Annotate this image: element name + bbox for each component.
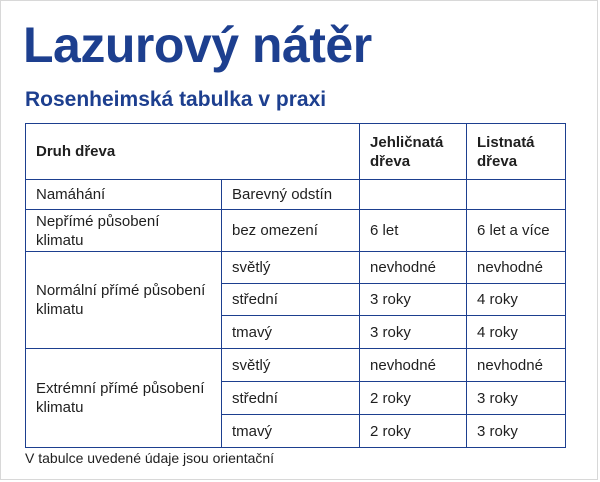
tone-cell: střední: [222, 382, 360, 415]
tone-cell: tmavý: [222, 316, 360, 349]
deciduous-cell: nevhodné: [467, 252, 566, 284]
page-subtitle: Rosenheimská tabulka v praxi: [25, 88, 327, 111]
subheader-empty-cell: [360, 180, 467, 210]
exposure-cell: Normální přímé působení klimatu: [26, 252, 222, 349]
exposure-cell: Extrémní přímé působení klimatu: [26, 349, 222, 448]
coniferous-cell: nevhodné: [360, 252, 467, 284]
deciduous-cell: 6 let a více: [467, 210, 566, 252]
header-coniferous: Jehličnatá dřeva: [360, 124, 467, 180]
page-title: Lazurový nátěr: [23, 17, 372, 73]
table-row: [26, 252, 566, 284]
rosenheim-table: [25, 123, 566, 448]
coniferous-cell: 2 roky: [360, 382, 467, 415]
table-subheader-row: [26, 180, 566, 210]
deciduous-cell: 4 roky: [467, 316, 566, 349]
footnote: V tabulce uvedené údaje jsou orientační: [25, 450, 275, 466]
exposure-cell: Nepřímé působení klimatu: [26, 210, 222, 252]
header-deciduous: Listnatá dřeva: [467, 124, 566, 180]
coniferous-cell: 3 roky: [360, 284, 467, 316]
tone-cell: střední: [222, 284, 360, 316]
deciduous-cell: 4 roky: [467, 284, 566, 316]
deciduous-cell: nevhodné: [467, 349, 566, 382]
subheader-color-tone: Barevný odstín: [222, 180, 360, 210]
coniferous-cell: nevhodné: [360, 349, 467, 382]
deciduous-cell: 3 roky: [467, 415, 566, 448]
coniferous-cell: 3 roky: [360, 316, 467, 349]
tone-cell: světlý: [222, 252, 360, 284]
coniferous-cell: 2 roky: [360, 415, 467, 448]
deciduous-cell: 3 roky: [467, 382, 566, 415]
header-wood-type: Druh dřeva: [26, 124, 360, 180]
table-row: [26, 210, 566, 252]
coniferous-cell: 6 let: [360, 210, 467, 252]
table-row: [26, 349, 566, 382]
tone-cell: tmavý: [222, 415, 360, 448]
subheader-exposure: Namáhání: [26, 180, 222, 210]
subheader-empty-cell: [467, 180, 566, 210]
tone-cell: světlý: [222, 349, 360, 382]
table-header-row: [26, 124, 566, 180]
tone-cell: bez omezení: [222, 210, 360, 252]
